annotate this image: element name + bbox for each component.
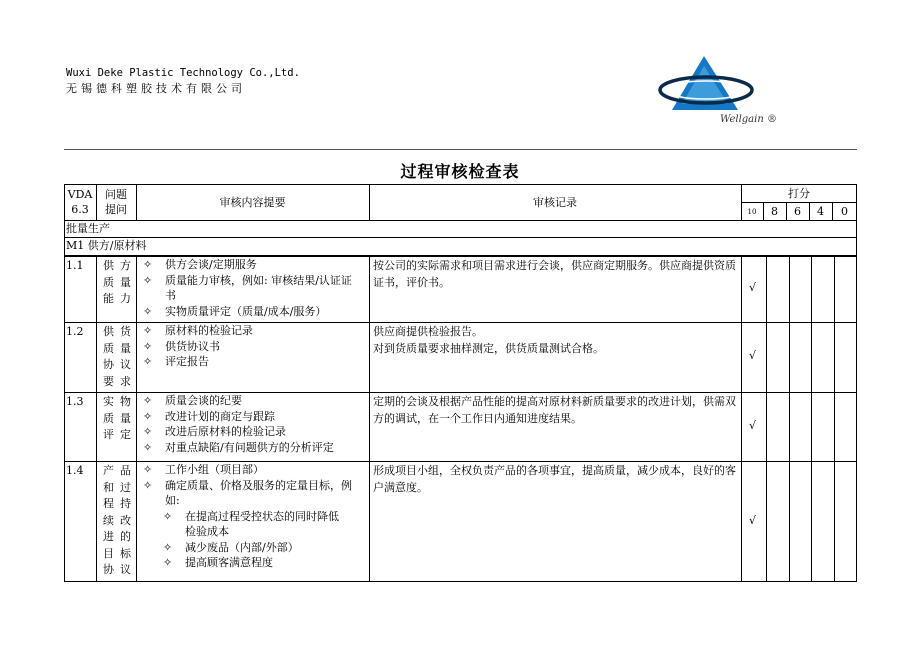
score-checkmark-icon: √ (749, 349, 757, 362)
diamond-bullet-icon: ✧ (143, 478, 153, 492)
score-4: 4 (817, 205, 824, 218)
content-item: ✧ 工作小组（项目部） (143, 463, 264, 476)
diamond-bullet-icon: ✧ (143, 324, 153, 337)
score-checkmark-icon: √ (749, 419, 757, 432)
row-content-items (143, 323, 365, 370)
company-name-en: Wuxi Deke Plastic Technology Co.,Ltd. (66, 67, 300, 79)
row-number: 1.4 (66, 464, 84, 477)
logo-text: Wellgain ® (720, 114, 777, 125)
diamond-bullet-icon: ✧ (143, 304, 153, 318)
company-header (66, 66, 300, 96)
row-audit-record: 按公司的实际需求和项目需求进行会谈，供应商定期服务。供应商提供资质证书，评价书。 (373, 259, 736, 289)
row-content-items: ✧ 供方会谈/定期服务 ✧ 质量能力审核，例如: 审核结果/认证证 书 ✧ 实物质量评定（质量/成本/服务） (143, 257, 365, 319)
row-content-items (143, 393, 365, 455)
score-checkmark-icon: √ (749, 514, 757, 527)
diamond-bullet-icon: ✧ (143, 463, 153, 476)
row-question: 产品 和过 程持 续改 进的 目标 协议 (103, 464, 131, 576)
diamond-bullet-icon: ✧ (143, 409, 153, 423)
content-item: ✧ 原材料的检验记录 (143, 324, 253, 337)
score-checkmark-icon: √ (749, 281, 757, 294)
content-item: ✧ 在提高过程受控状态的同时降低 (163, 509, 339, 523)
row-audit-record: 形成项目小组，全权负责产品的各项事宜，提高质量，减少成本，良好的客户满意度。 (373, 464, 736, 494)
content-item: ✧ 实物质量评定（质量/成本/服务） (143, 304, 327, 318)
row-question: 供货 质量 协议 要求 (103, 325, 131, 388)
company-logo (658, 52, 777, 128)
diamond-bullet-icon: ✧ (143, 425, 153, 438)
diamond-bullet-icon: ✧ (143, 273, 153, 287)
content-item: ✧ 确定质量、价格及服务的定量目标，例 (143, 478, 352, 492)
diamond-bullet-icon: ✧ (163, 540, 173, 554)
content-item: ✧ 质量能力审核，例如: 审核结果/认证证 (143, 273, 352, 287)
content-item: ✧ 供方会谈/定期服务 (143, 258, 257, 271)
content-item: ✧ 减少废品（内部/外部） (163, 540, 299, 554)
score-0: 0 (841, 205, 848, 218)
diamond-bullet-icon: ✧ (143, 339, 153, 353)
content-item: ✧ 对重点缺陷/有问题供方的分析评定 (143, 440, 334, 454)
score-10: 10 (747, 208, 757, 216)
content-item: ✧ 改进后原材料的检验记录 (143, 425, 286, 438)
row-number: 1.3 (66, 395, 84, 408)
content-item: ✧ 评定报告 (143, 355, 209, 368)
score-8: 8 (771, 205, 778, 218)
diamond-bullet-icon: ✧ (143, 394, 153, 407)
diamond-bullet-icon: ✧ (143, 258, 153, 271)
diamond-bullet-icon: ✧ (163, 556, 173, 569)
header-score: 打分 (788, 187, 810, 200)
header-record: 审核记录 (533, 196, 577, 209)
row-audit-record: 供应商提供检验报告。 对到货质量要求抽样测定，供货质量测试合格。 (373, 325, 604, 355)
content-item: ✧ 提高顾客满意程度 (163, 556, 273, 569)
diamond-bullet-icon: ✧ (143, 440, 153, 454)
content-item: ✧ 质量会谈的纪要 (143, 394, 242, 407)
row-content-items: ✧ 工作小组（项目部） ✧ 确定质量、价格及服务的定量目标，例 如: ✧ 在提高过程受控状态的同时降低 检验成本 ✧ 减少废品（内部/外部） ✧ 提高顾客满意程度 (143, 462, 365, 571)
row-audit-record: 定期的会谈及根据产品性能的提高对原材料新质量要求的改进计划，供需双方的调试，在一个工作日内通知进度结果。 (373, 395, 736, 425)
row-number: 1.1 (66, 259, 84, 272)
row-question: 实物 质量 评定 (103, 395, 131, 441)
section-batch-production: 批量生产 (66, 222, 110, 235)
row-question: 供方 质量 能力 (103, 259, 131, 305)
diamond-bullet-icon: ✧ (143, 355, 153, 368)
header-question: 问题 提问 (105, 188, 127, 216)
page-title: 过程审核检查表 (400, 162, 520, 181)
header-divider (64, 149, 857, 150)
header-vda: VDA 6.3 (67, 188, 93, 216)
content-item: ✧ 改进计划的商定与跟踪 (143, 409, 275, 423)
diamond-bullet-icon: ✧ (163, 509, 173, 523)
header-content: 审核内容提要 (219, 196, 286, 209)
company-name-cn: 无锡德科塑胶技术有限公司 (66, 82, 246, 95)
score-6: 6 (794, 205, 801, 218)
row-number: 1.2 (66, 325, 84, 338)
content-item: ✧ 供货协议书 (143, 339, 220, 353)
section-m1-supplier: M1 供方/原材料 (66, 239, 147, 252)
